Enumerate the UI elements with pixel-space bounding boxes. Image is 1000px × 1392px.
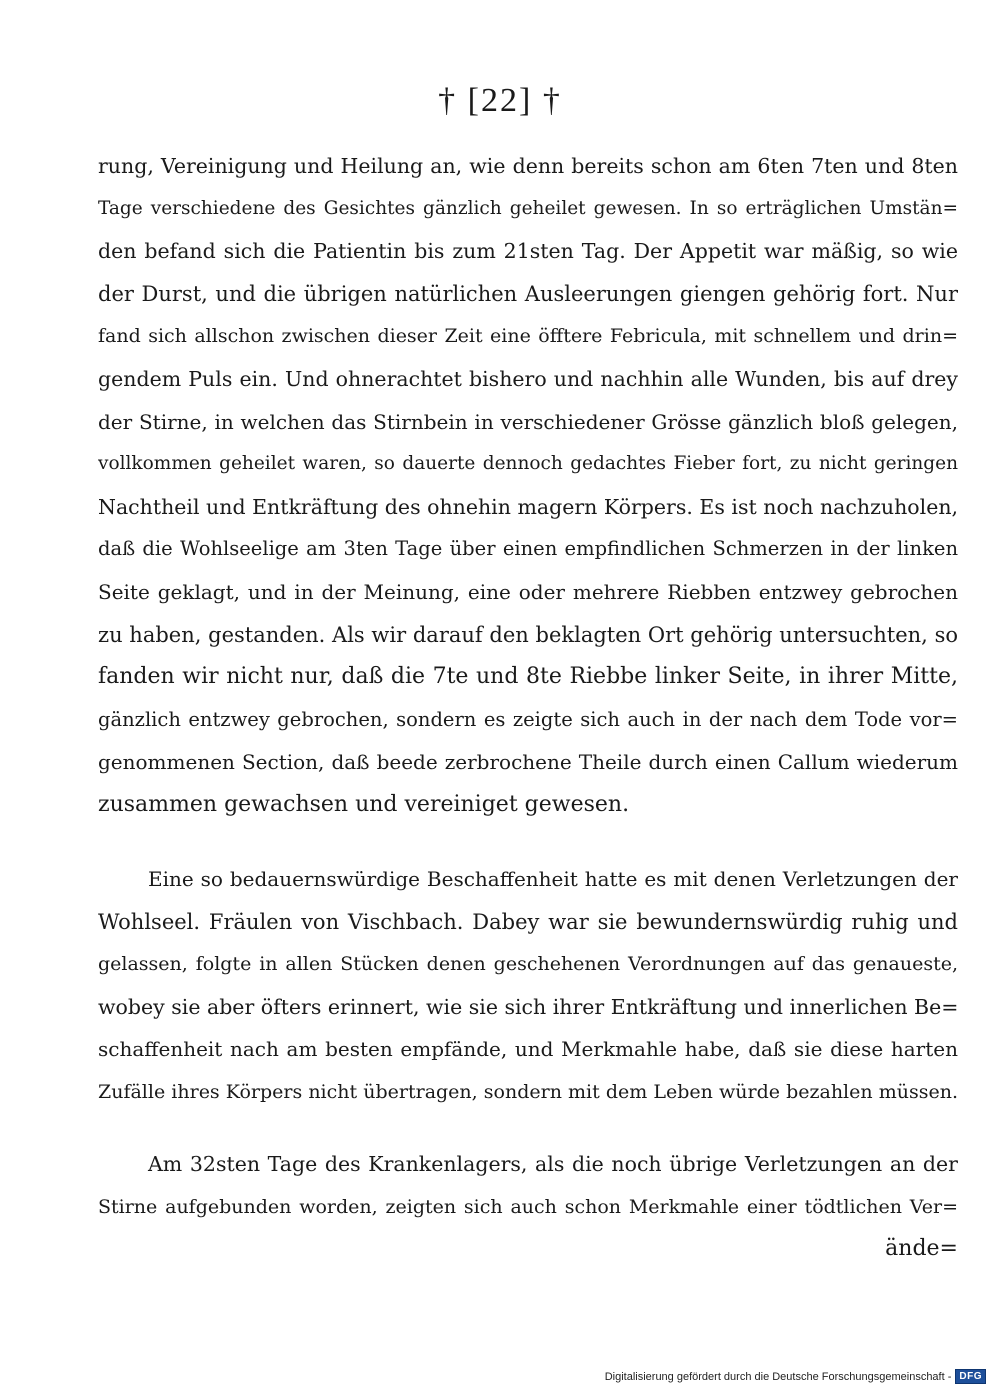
text-line: gelassen, folgte in allen Stücken denen geschehenen Verordnungen auf das genaueste, xyxy=(98,953,958,976)
digitization-footer xyxy=(605,1369,986,1384)
text-line: fand sich allschon zwischen dieser Zeit eine öfftere Febricula, mit schnellem und drin= xyxy=(98,325,958,348)
text-line: fanden wir nicht nur, daß die 7te und 8te Riebbe linker Seite, in ihrer Mitte, xyxy=(98,664,958,690)
text-line: zu haben, gestanden. Als wir darauf den beklagten Ort gehörig untersuchten, so xyxy=(98,622,958,647)
text-line: Seite geklagt, und in der Meinung, eine oder mehrere Riebben entzwey gebrochen xyxy=(98,579,958,604)
paragraph-2 xyxy=(98,858,958,1114)
paragraph-1 xyxy=(98,145,958,827)
text-line: daß die Wohlseelige am 3ten Tage über einen empfindlichen Schmerzen in der linken xyxy=(98,537,958,561)
paragraph-3 xyxy=(98,1143,958,1271)
text-line: gendem Puls ein. Und ohnerachtet bishero und nachhin alle Wunden, bis auf drey xyxy=(98,366,958,391)
text-line: der Stirne, in welchen das Stirnbein in verschiedener Grösse gänzlich bloß gelegen, xyxy=(98,409,958,434)
page-number-header: † [22] † xyxy=(438,82,562,119)
text-line: den befand sich die Patientin bis zum 21sten Tag. Der Appetit war mäßig, so wie xyxy=(98,239,958,264)
text-line: Am 32sten Tage des Krankenlagers, als die noch übrige Verletzungen an der xyxy=(148,1152,958,1176)
footer-text: Digitalisierung gefördert durch die Deutsche Forschungsgemeinschaft - xyxy=(604,1370,952,1383)
text-line: rung, Vereinigung und Heilung an, wie denn bereits schon am 6ten 7ten und 8ten xyxy=(98,154,958,178)
text-line: wobey sie aber öfters erinnert, wie sie sich ihrer Entkräftung und innerlichen Be= xyxy=(98,994,958,1019)
text-line: Eine so bedauernswürdige Beschaffenheit hatte es mit denen Verletzungen der xyxy=(148,867,958,891)
text-line: zusammen gewachsen und vereiniget gewesen. xyxy=(98,791,630,817)
text-line: vollkommen geheilet waren, so dauerte dennoch gedachtes Fieber fort, zu nicht geringen xyxy=(98,453,958,475)
text-line: Stirne aufgebunden worden, zeigten sich auch schon Merkmahle einer tödtlichen Ver= xyxy=(98,1195,958,1218)
text-line: Wohlseel. Fräulen von Vischbach. Dabey war sie bewundernswürdig ruhig und xyxy=(98,909,958,934)
text-line: genommenen Section, daß beede zerbrochene Theile durch einen Callum wiederum xyxy=(98,750,958,775)
dfg-logo-icon: DFG xyxy=(955,1369,986,1384)
text-line: der Durst, und die übrigen natürlichen Ausleerungen giengen gehörig fort. Nur xyxy=(98,281,958,306)
text-line: Zufälle ihres Körpers nicht übertragen, sondern mit dem Leben würde bezahlen müssen. xyxy=(98,1080,958,1103)
text-line: schaffenheit nach am besten empfände, und Merkmahle habe, daß sie diese harten xyxy=(98,1037,958,1062)
text-line: Nachtheil und Entkräftung des ohnehin magern Körpers. Es ist noch nachzuholen, xyxy=(98,494,958,519)
text-line: Tage verschiedene des Gesichtes gänzlich geheilet gewesen. In so erträglichen Umstän= xyxy=(98,197,958,219)
catchword: ände= xyxy=(885,1236,958,1262)
text-line: gänzlich entzwey gebrochen, sondern es zeigte sich auch in der nach dem Tode vor= xyxy=(98,707,958,731)
